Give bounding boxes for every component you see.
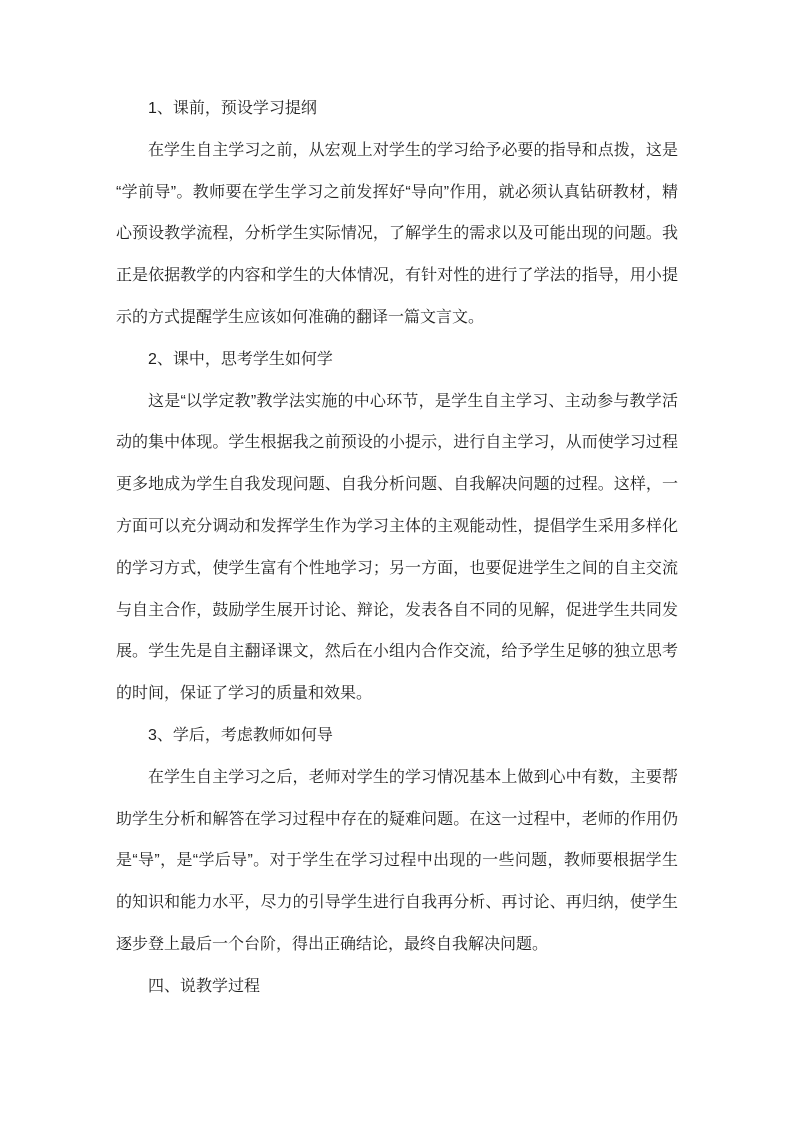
numbered-heading: 3、学后，考虑教师如何导 <box>148 726 333 744</box>
section-heading: 四、说教学过程 <box>148 977 261 995</box>
numbered-heading: 2、课中，思考学生如何学 <box>148 350 333 368</box>
body-paragraph: 这是“以学定教”教学法实施的中心环节，是学生自主学习、主动参与教学活动的集中体现。学生根据我之前预设的小提示，进行自主学习，从而使学习过程更多地成为学生自我发现问题、自我分析问题、自我解决问题的过程。这样，一方面可以充分调动和发挥学生作为学习主体的主观能动性，提倡学生采用多样化的学习方式，使学生富有个性地学习；另一方面，也要促进学生之间的自主交流与自主合作，鼓励学生展开讨论、辩论，发表各自不同的见解，促进学生共同发展。学生先是自主翻译课文，然后在小组内合作交流，给予学生足够的独立思考的时间，保证了学习的质量和效果。 <box>116 392 678 703</box>
numbered-heading: 1、课前，预设学习提纲 <box>148 100 317 117</box>
body-paragraph: 在学生自主学习之前，从宏观上对学生的学习给予必要的指导和点拨，这是“学前导”。教师要在学生学习之前发挥好“导向”作用，就必须认真钻研教材，精心预设教学流程，分析学生实际情况，了解学生的需求以及可能出现的问题。我正是依据教学的内容和学生的大体情况，有针对性的进行了学法的指导，用小提示的方式提醒学生应该如何准确的翻译一篇文言文。 <box>116 141 678 326</box>
document-body <box>116 88 678 1008</box>
body-paragraph: 在学生自主学习之后，老师对学生的学习情况基本上做到心中有数，主要帮助学生分析和解答在学习过程中存在的疑难问题。在这一过程中，老师的作用仍是“导”，是“学后导”。对于学生在学习过程中出现的一些问题，教师要根据学生的知识和能力水平，尽力的引导学生进行自我再分析、再讨论、再归纳，使学生逐步登上最后一个台阶，得出正确结论，最终自我解决问题。 <box>116 768 678 953</box>
